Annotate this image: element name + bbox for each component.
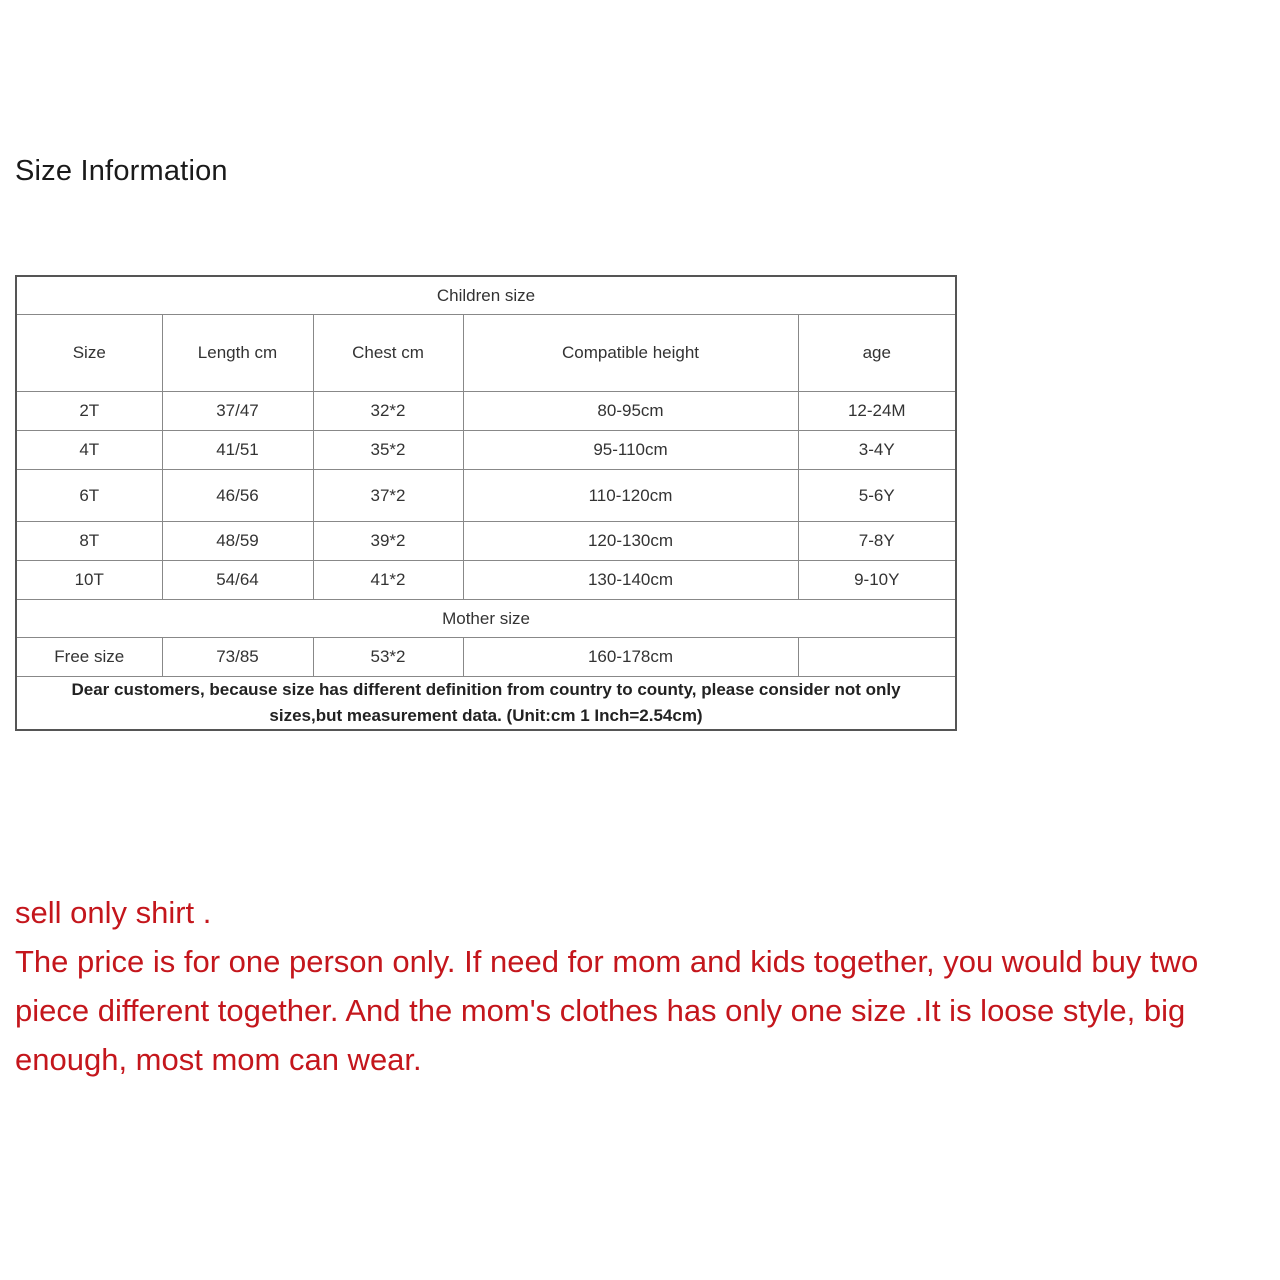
cell-chest: 37*2 (313, 470, 463, 522)
cell-height: 130-140cm (463, 561, 798, 600)
measurement-note: Dear customers, because size has different definition from country to county, please consider not only sizes,but measurement data. (Unit:cm 1 Inch=2.54cm) (16, 677, 956, 731)
cell-length: 48/59 (162, 522, 313, 561)
cell-length: 41/51 (162, 431, 313, 470)
cell-size: 10T (16, 561, 162, 600)
cell-age: 9-10Y (798, 561, 956, 600)
mother-size-caption: Mother size (16, 600, 956, 638)
header-length: Length cm (162, 315, 313, 392)
cell-length: 54/64 (162, 561, 313, 600)
size-chart-table (15, 275, 957, 731)
cell-age: 5-6Y (798, 470, 956, 522)
measurement-note-row (16, 677, 956, 731)
mother-size-caption-row (16, 600, 956, 638)
cell-length: 73/85 (162, 638, 313, 677)
header-compatible-height: Compatible height (463, 315, 798, 392)
page-title: Size Information (15, 155, 228, 187)
children-size-caption-row (16, 276, 956, 315)
table-row (16, 431, 956, 470)
seller-note (15, 888, 1277, 1084)
table-row (16, 392, 956, 431)
cell-size: 8T (16, 522, 162, 561)
cell-size: 2T (16, 392, 162, 431)
table-header-row (16, 315, 956, 392)
cell-height: 110-120cm (463, 470, 798, 522)
header-chest: Chest cm (313, 315, 463, 392)
header-age: age (798, 315, 956, 392)
table-row (16, 470, 956, 522)
table-row (16, 561, 956, 600)
cell-height: 95-110cm (463, 431, 798, 470)
cell-size: Free size (16, 638, 162, 677)
cell-chest: 41*2 (313, 561, 463, 600)
seller-note-line-2: The price is for one person only. If need for mom and kids together, you would buy two piece different together. And the mom's clothes has only one size .It is loose style, big enough, most mom can wear. (15, 944, 1199, 1077)
cell-chest: 39*2 (313, 522, 463, 561)
table-row (16, 638, 956, 677)
cell-size: 4T (16, 431, 162, 470)
header-size: Size (16, 315, 162, 392)
children-size-caption: Children size (16, 276, 956, 315)
cell-chest: 53*2 (313, 638, 463, 677)
cell-height: 120-130cm (463, 522, 798, 561)
cell-age: 3-4Y (798, 431, 956, 470)
cell-height: 80-95cm (463, 392, 798, 431)
cell-size: 6T (16, 470, 162, 522)
cell-height: 160-178cm (463, 638, 798, 677)
cell-age: 7-8Y (798, 522, 956, 561)
cell-age (798, 638, 956, 677)
cell-length: 37/47 (162, 392, 313, 431)
cell-chest: 35*2 (313, 431, 463, 470)
cell-age: 12-24M (798, 392, 956, 431)
cell-length: 46/56 (162, 470, 313, 522)
table-row (16, 522, 956, 561)
seller-note-line-1: sell only shirt . (15, 895, 212, 930)
cell-chest: 32*2 (313, 392, 463, 431)
